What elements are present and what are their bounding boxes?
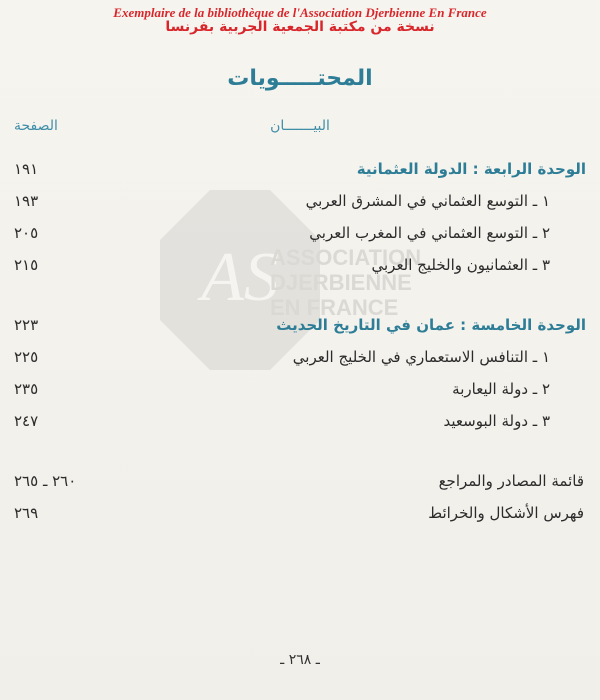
watermark-monogram: AS bbox=[201, 239, 279, 316]
toc-entry-label: قائمة المصادر والمراجع bbox=[438, 472, 584, 490]
toc-entry-page: ٢٦٠ ـ ٢٦٥ bbox=[14, 472, 77, 490]
toc-entry-label: ١ ـ التوسع العثماني في المشرق العربي bbox=[305, 192, 550, 210]
toc-entry-page: ٢٣٥ bbox=[14, 380, 39, 398]
toc-entry bbox=[0, 256, 600, 280]
toc-entry bbox=[0, 380, 600, 404]
library-note-arabic: نسخة من مكتبة الجمعية الجربية بفرنسا bbox=[165, 18, 435, 35]
toc-entry bbox=[0, 224, 600, 248]
toc-entry-page: ١٩١ bbox=[14, 160, 39, 178]
toc-entry bbox=[0, 504, 600, 528]
toc-entry-label: ٣ ـ دولة البوسعيد bbox=[443, 412, 550, 430]
toc-entry-label: الوحدة الرابعة : الدولة العثمانية bbox=[356, 160, 586, 178]
toc-entry-page: ٢٦٩ bbox=[14, 504, 39, 522]
toc-entry bbox=[0, 192, 600, 216]
library-note-french: Exemplaire de la bibliothèque de l'Association Djerbienne En France bbox=[113, 5, 487, 20]
toc-entry-page: ٢١٥ bbox=[14, 256, 39, 274]
toc-entry-label: ٢ ـ التوسع العثماني في المغرب العربي bbox=[309, 224, 550, 242]
page-column-header: الصفحة bbox=[14, 118, 58, 134]
toc-entry bbox=[0, 412, 600, 436]
watermark-line-1: ASSOCIATION bbox=[270, 245, 422, 270]
toc-entry-page: ٢٤٧ bbox=[14, 412, 39, 430]
toc-entry-label: فهرس الأشكال والخرائط bbox=[428, 504, 584, 522]
toc-entry bbox=[0, 316, 600, 340]
watermark-line-2: DJERBIENNE bbox=[270, 270, 412, 295]
watermark-line-3: EN FRANCE bbox=[270, 295, 399, 320]
toc-entry-label: ٣ ـ العثمانيون والخليج العربي bbox=[371, 256, 550, 274]
description-column-header: البيـــــــان bbox=[270, 118, 330, 134]
toc-entry-page: ٢٢٣ bbox=[14, 316, 39, 334]
toc-entry-page: ١٩٣ bbox=[14, 192, 39, 210]
toc-entry bbox=[0, 348, 600, 372]
toc-entry bbox=[0, 160, 600, 184]
toc-entry bbox=[0, 472, 600, 496]
toc-entry-page: ٢٢٥ bbox=[14, 348, 39, 366]
toc-entry-label: الوحدة الخامسة : عمان في التاريخ الحديث bbox=[276, 316, 586, 334]
page-number: ـ ٢٦٨ ـ bbox=[280, 652, 320, 668]
toc-entry-page: ٢٠٥ bbox=[14, 224, 39, 242]
toc-entry-label: ٢ ـ دولة اليعاربة bbox=[452, 380, 550, 398]
page-title: المحتـــــويات bbox=[227, 66, 373, 91]
toc-entry-label: ١ ـ التنافس الاستعماري في الخليج العربي bbox=[292, 348, 550, 366]
